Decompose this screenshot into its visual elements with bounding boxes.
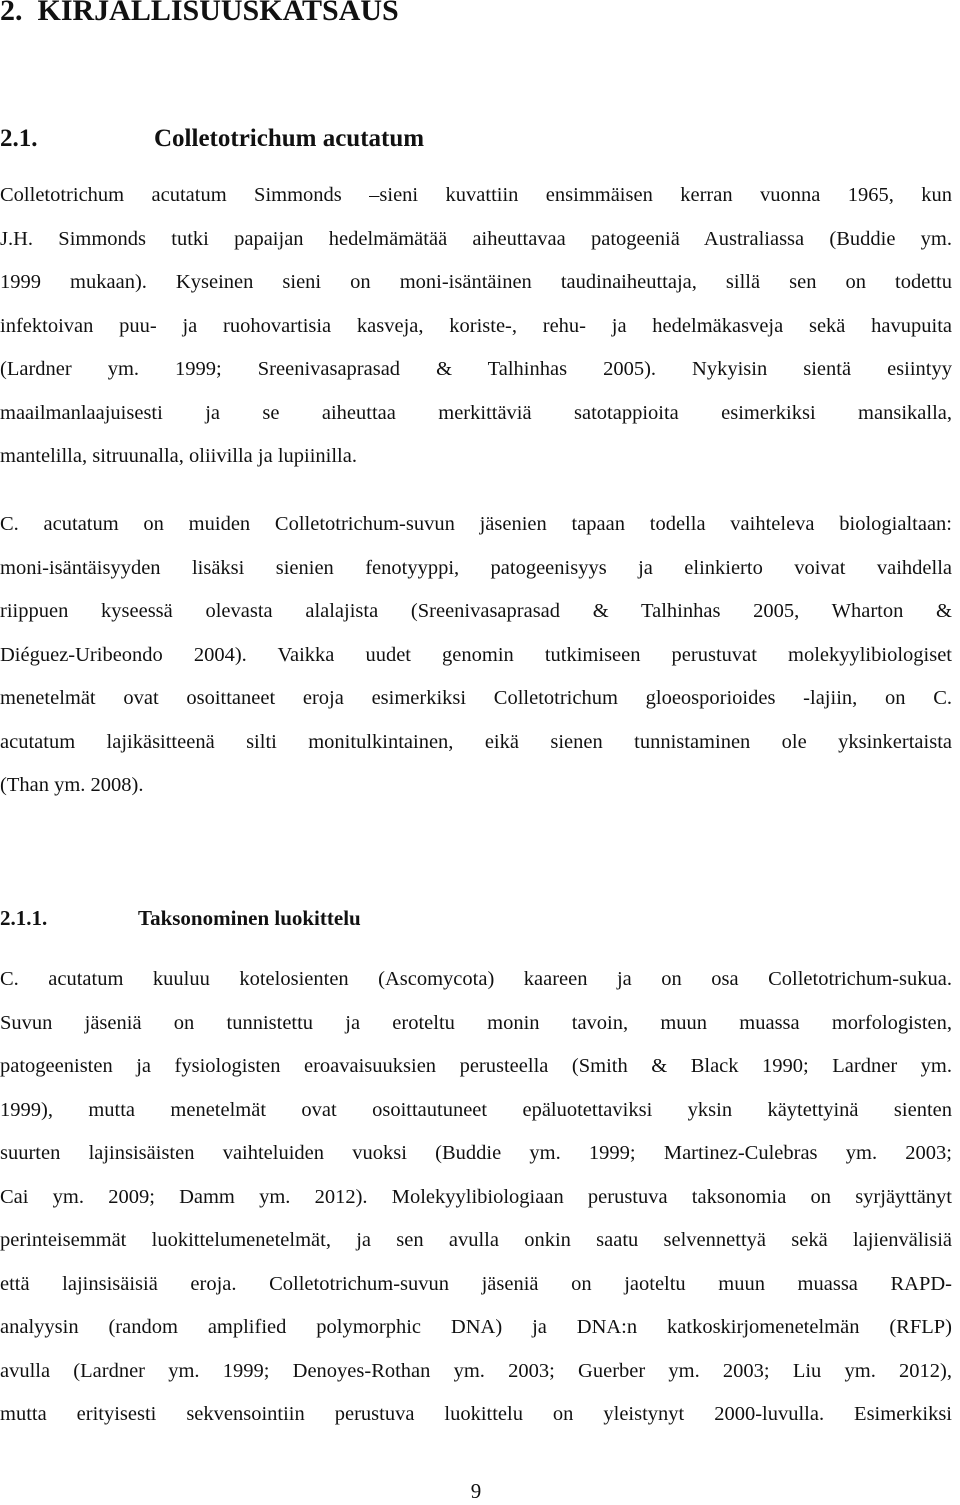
text-line: Colletotrichum acutatum Simmonds –sieni kuvattiin ensimmäisen kerran vuonna 1965, kun <box>0 184 952 206</box>
text-line: acutatum lajikäsitteenä silti monitulkintainen, eikä sienen tunnistaminen ole yksinkertaista <box>0 730 952 753</box>
text-line: Suvun jäseniä on tunnistettu ja eroteltu monin tavoin, muun muassa morfologisten, <box>0 1011 952 1034</box>
text-line: mantelilla, sitruunalla, oliivilla ja lupiinilla. <box>0 445 357 467</box>
text-line: maailmanlaajuisesti ja se aiheuttaa merkittäviä satotappioita esimerkiksi mansikalla, <box>0 401 952 424</box>
text-line: Diéguez-Uribeondo 2004). Vaikka uudet genomin tutkimiseen perustuvat molekyylibiologiset <box>0 643 952 666</box>
text-line: infektoivan puu- ja ruohovartisia kasveja, koriste-, rehu- ja hedelmäkasveja sekä havupuita <box>0 314 952 337</box>
paragraph-variability <box>0 503 952 808</box>
section-title: Colletotrichum acutatum <box>154 125 425 152</box>
text-line: C. acutatum kuuluu kotelosienten (Ascomycota) kaareen ja on osa Colletotrichum-sukua. <box>0 968 952 990</box>
section-heading <box>0 125 424 153</box>
paragraph-taxonomy <box>0 958 952 1437</box>
text-line: suurten lajinsisäisten vaihteluiden vuoksi (Buddie ym. 1999; Martinez-Culebras ym. 2003; <box>0 1142 952 1164</box>
text-line: perinteisemmät luokittelumenetelmät, ja sen avulla onkin saatu selvennettyä sekä lajienvälisiä <box>0 1229 952 1251</box>
text-line: analyysin (random amplified polymorphic DNA) ja DNA:n katkoskirjomenetelmän (RFLP) <box>0 1316 952 1338</box>
text-line: avulla (Lardner ym. 1999; Denoyes-Rothan ym. 2003; Guerber ym. 2003; Liu ym. 2012), <box>0 1359 952 1382</box>
page-number: 9 <box>470 1479 482 1503</box>
text-line: riippuen kyseessä olevasta alalajista (Sreenivasaprasad & Talhinhas 2005, Wharton & <box>0 600 952 622</box>
text-line: (Lardner ym. 1999; Sreenivasaprasad & Talhinhas 2005). Nykyisin sientä esiintyy <box>0 358 952 380</box>
text-line: J.H. Simmonds tutki papaijan hedelmämätää aiheuttavaa patogeeniä Australiassa (Buddie ym. <box>0 227 952 250</box>
text-line: menetelmät ovat osoittaneet eroja esimerkiksi Colletotrichum gloeosporioides -lajiin, on C. <box>0 687 952 709</box>
subsection-title: Taksonominen luokittelu <box>138 906 361 930</box>
text-line: moni-isäntäisyyden lisäksi sienien fenotyyppi, patogeenisyys ja elinkierto voivat vaihdella <box>0 556 952 579</box>
chapter-heading <box>0 0 399 28</box>
text-line: 1999 mukaan). Kyseinen sieni on moni-isäntäinen taudinaiheuttaja, sillä sen on todettu <box>0 271 952 293</box>
chapter-number: 2. <box>0 0 23 27</box>
section-number: 2.1. <box>0 125 38 152</box>
subsection-heading <box>0 906 361 931</box>
text-line: patogeenisten ja fysiologisten eroavaisuuksien perusteella (Smith & Black 1990; Lardner ym. <box>0 1055 952 1077</box>
text-line: C. acutatum on muiden Colletotrichum-suvun jäsenien tapaan todella vaihteleva biologialtaan: <box>0 513 952 535</box>
text-line: 1999), mutta menetelmät ovat osoittautuneet epäluotettaviksi yksin käytettyinä sienten <box>0 1098 952 1121</box>
text-line: mutta erityisesti sekvensointiin perustuva luokittelu on yleistynyt 2000-luvulla. Esimerkiksi <box>0 1403 952 1425</box>
subsection-number: 2.1.1. <box>0 906 48 930</box>
paragraph-intro <box>0 174 952 479</box>
text-line: (Than ym. 2008). <box>0 774 144 796</box>
text-line: Cai ym. 2009; Damm ym. 2012). Molekyylibiologiaan perustuva taksonomia on syrjäyttänyt <box>0 1185 952 1208</box>
chapter-title: KIRJALLISUUSKATSAUS <box>37 0 399 27</box>
text-line: että lajinsisäisiä eroja. Colletotrichum-suvun jäseniä on jaoteltu muun muassa RAPD- <box>0 1272 952 1295</box>
